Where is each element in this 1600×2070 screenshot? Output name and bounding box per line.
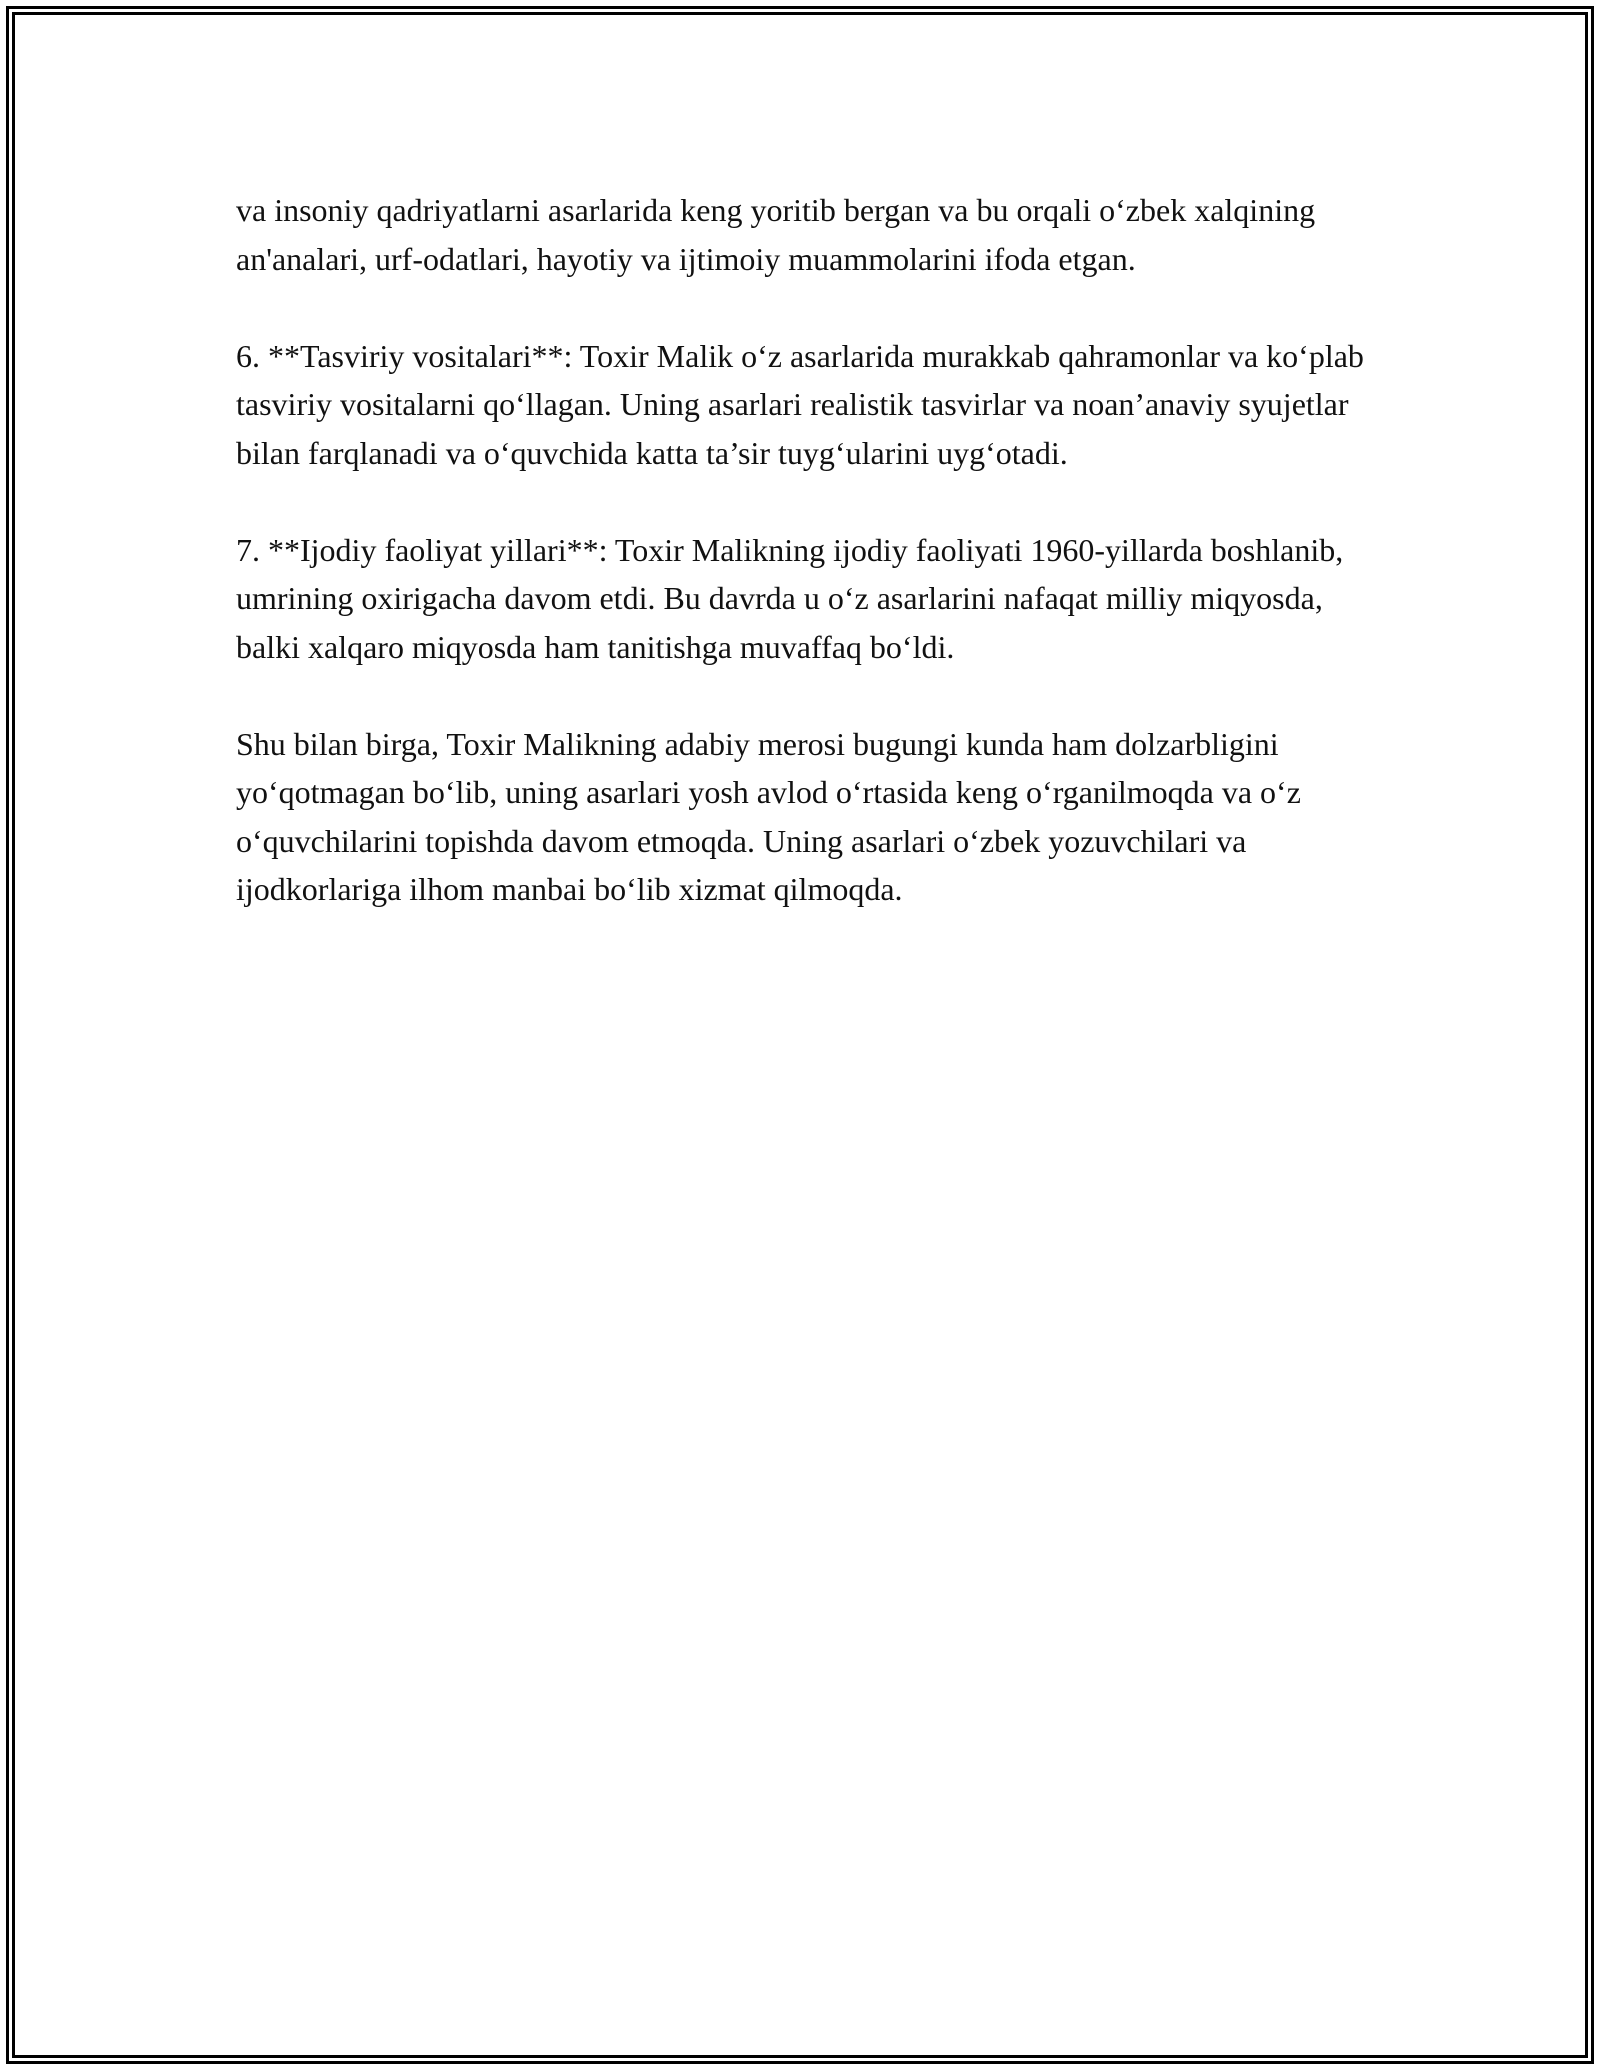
paragraph-intro-continuation: va insoniy qadriyatlarni asarlarida keng yoritib bergan va bu orqali o‘zbek xalqining an'analari, urf-odatlari, hayotiy va ijtimoiy muammolarini ifoda etgan. bbox=[236, 192, 1316, 277]
document-body bbox=[236, 186, 1366, 962]
paragraph-tasviriy-vositalari: 6. **Tasviriy vositalari**: Toxir Malik o‘z asarlarida murakkab qahramonlar va ko‘plab tasviriy vositalarni qo‘llagan. Uning asarlari realistik tasvirlar va noan’anaviy syujetlar bilan farqlanadi va o‘quvchida katta ta’sir tuyg‘ularini uyg‘otadi. bbox=[236, 337, 1364, 471]
paragraph-conclusion: Shu bilan birga, Toxir Malikning adabiy merosi bugungi kunda ham dolzarbligini yo‘qotmagan bo‘lib, uning asarlari yosh avlod o‘rtasida keng o‘rganilmoqda va o‘z o‘quvchilarini topishda davom etmoqda. Uning asarlari o‘zbek yozuvchilari va ijodkorlariga ilhom manbai bo‘lib xizmat qilmoqda. bbox=[236, 725, 1301, 907]
paragraph-ijodiy-faoliyat: 7. **Ijodiy faoliyat yillari**: Toxir Malikning ijodiy faoliyati 1960-yillarda boshlanib, umrining oxirigacha davom etdi. Bu davrda u o‘z asarlarini nafaqat milliy miqyosda, balki xalqaro miqyosda ham tanitishga muvaffaq bo‘ldi. bbox=[236, 531, 1344, 665]
